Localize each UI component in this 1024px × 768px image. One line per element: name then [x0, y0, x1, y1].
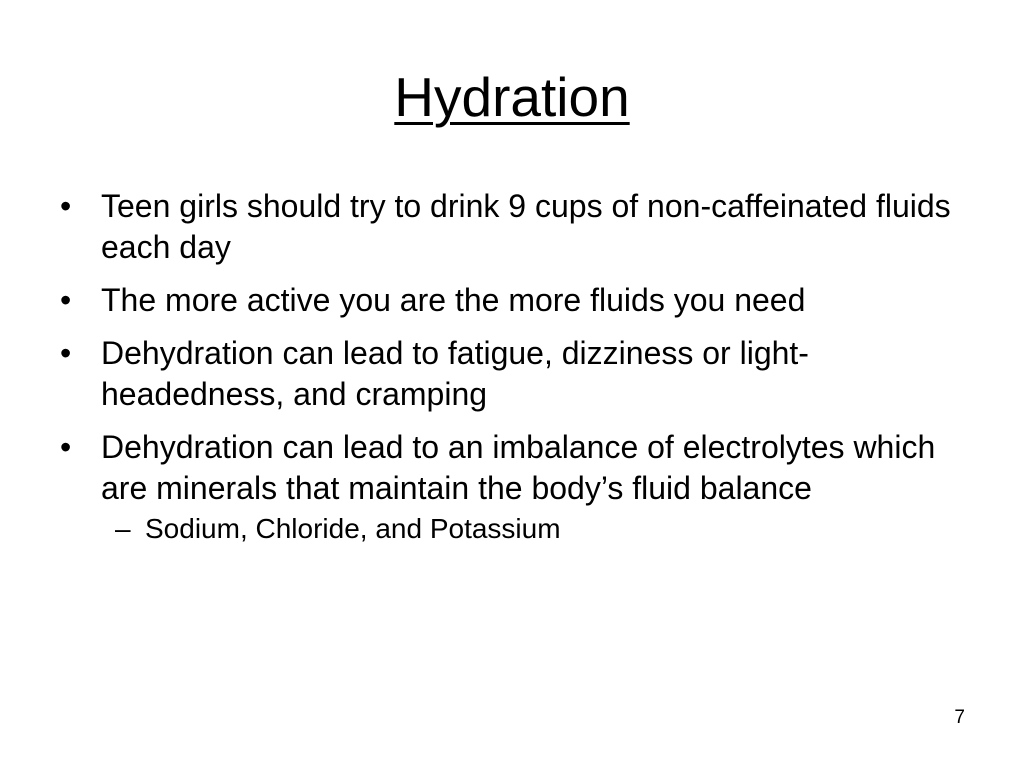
sub-bullet-item: [101, 511, 960, 547]
bullet-icon: •: [60, 335, 72, 371]
bullet-item: [60, 427, 960, 547]
bullet-icon: •: [60, 429, 72, 465]
bullet-text: Dehydration can lead to fatigue, dizziness or light-headedness, and cramping: [101, 335, 809, 412]
slide-title: [0, 62, 1024, 132]
bullet-item: [60, 186, 960, 268]
sub-bullet-text: Sodium, Chloride, and Potassium: [145, 513, 561, 544]
sub-bullet-list: [101, 511, 960, 547]
page-number: 7: [954, 707, 965, 728]
bullet-icon: •: [60, 282, 72, 318]
bullet-text: The more active you are the more fluids you need: [101, 282, 806, 318]
dash-icon: –: [115, 513, 131, 544]
bullet-item: [60, 333, 960, 415]
bullet-text: Teen girls should try to drink 9 cups of non-caffeinated fluids each day: [101, 188, 951, 265]
bullet-icon: •: [60, 188, 72, 224]
bullet-item: [60, 280, 960, 321]
slide-title-text: Hydration: [394, 66, 630, 128]
bullet-text: Dehydration can lead to an imbalance of electrolytes which are minerals that maintain the body’s fluid balance: [101, 429, 936, 506]
bullet-list: [60, 186, 960, 559]
